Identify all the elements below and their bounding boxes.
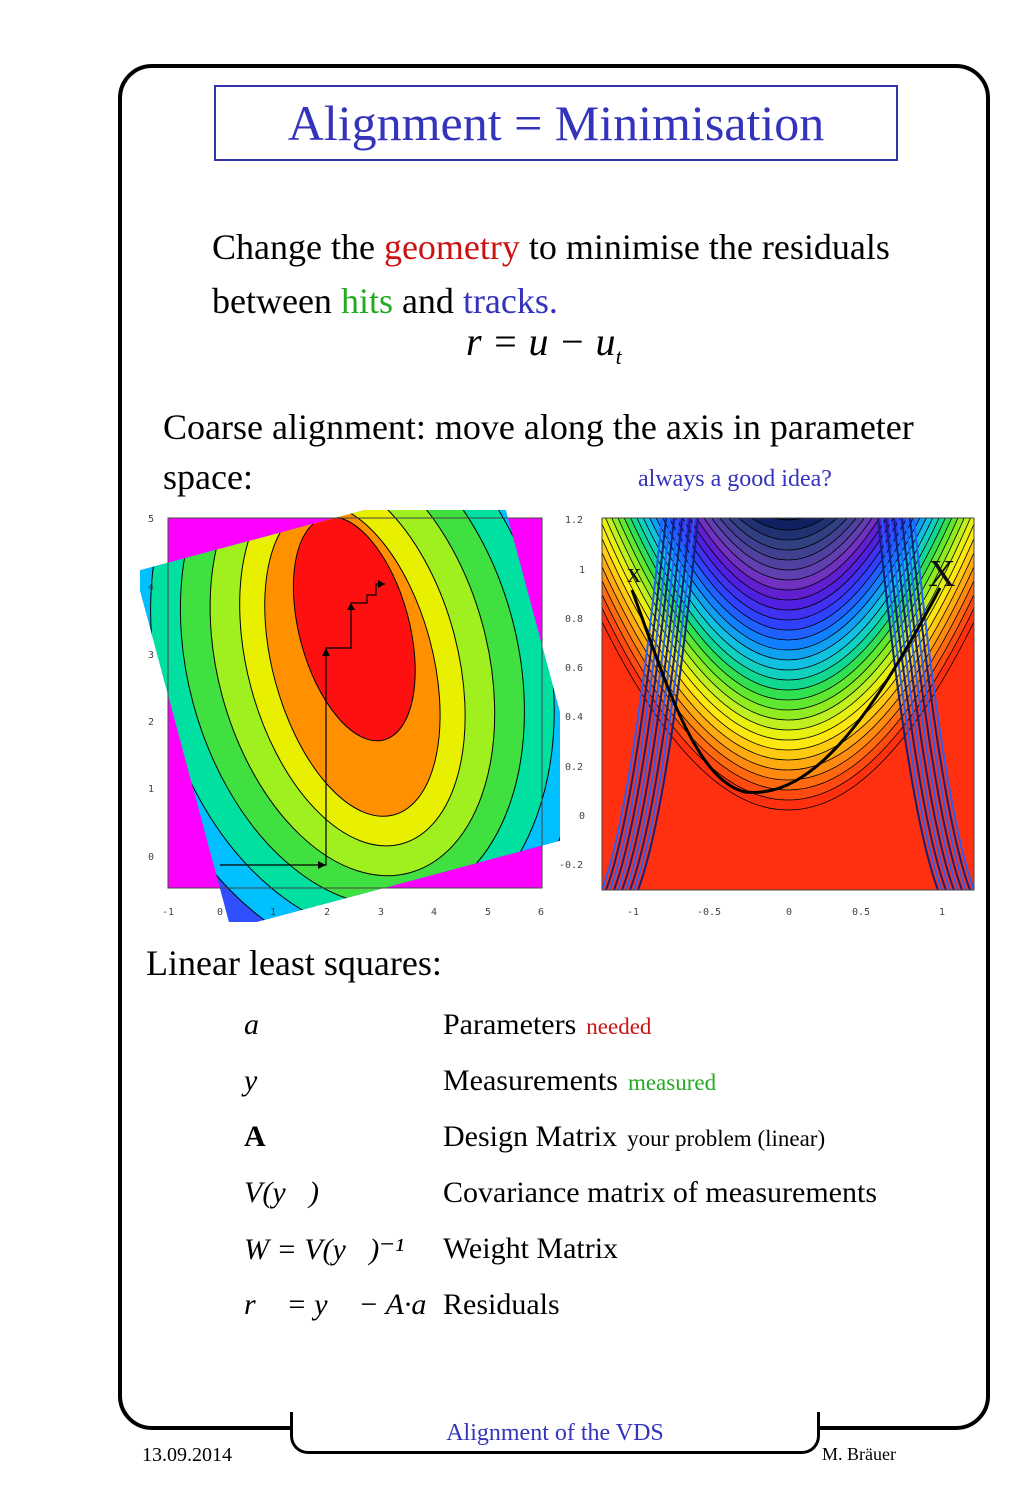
row-symbol: r⃗ = y⃗ − A·a⃗ [244, 1288, 450, 1321]
tick-label: 0.6 [565, 663, 584, 674]
tick-label: 0.2 [565, 762, 584, 773]
equation-main: r = u − u [466, 319, 616, 364]
tick-label: 1.2 [565, 515, 584, 526]
definition-row [0, 1064, 1024, 1114]
left-y-axis [148, 514, 154, 863]
row-note: your problem (linear) [627, 1126, 826, 1151]
footer-author: M. Bräuer [822, 1444, 896, 1464]
definition-row [0, 1288, 1024, 1338]
left-contour-plot [140, 510, 560, 922]
footer-date: 13.09.2014 [142, 1444, 232, 1466]
tick-label: -1 [162, 907, 175, 918]
definition-row [0, 1008, 1024, 1058]
tick-label: 2 [148, 717, 155, 728]
residual-equation [466, 318, 622, 370]
footer-label: Alignment of the VDS [446, 1420, 664, 1446]
tick-label: 0 [148, 852, 155, 863]
word-tracks: tracks. [462, 281, 558, 321]
tick-label: 3 [378, 907, 385, 918]
tick-label: 3 [148, 650, 155, 661]
row-description: Covariance matrix of measurements [443, 1176, 878, 1209]
intro-part-2: to minimise the residuals between [212, 227, 890, 321]
coarse-alignment-text: Coarse alignment: move along the axis in parameter space: [163, 407, 914, 497]
definition-row [0, 1232, 1024, 1282]
right-y-axis [559, 515, 585, 871]
row-symbol: A [244, 1120, 266, 1153]
tick-label: 1 [579, 565, 586, 576]
row-note: needed [586, 1014, 652, 1039]
definition-row [0, 1120, 1024, 1170]
tick-label: 1 [148, 784, 155, 795]
start-marker: x [627, 558, 641, 589]
tick-label: 5 [485, 907, 492, 918]
intro-text [212, 220, 912, 328]
intro-part-3: and [392, 281, 463, 321]
tick-label: 1 [939, 907, 946, 918]
row-description: Measurements [443, 1064, 618, 1097]
tick-label: 0 [786, 907, 793, 918]
row-description: Parameters [443, 1008, 577, 1041]
tick-label: 4 [148, 582, 155, 593]
tick-label: 4 [431, 907, 438, 918]
tick-label: 0.5 [852, 907, 871, 918]
row-note: measured [627, 1070, 717, 1095]
title-box [214, 85, 898, 161]
right-x-axis [627, 907, 945, 918]
row-description: Design Matrix [443, 1120, 618, 1153]
word-geometry: geometry [383, 227, 520, 267]
tick-label: 6 [538, 907, 545, 918]
definition-row [0, 1176, 1024, 1226]
row-description: Residuals [443, 1288, 560, 1321]
slide-title: Alignment = Minimisation [287, 95, 825, 151]
left-x-axis [162, 907, 544, 918]
tick-label: -1 [627, 907, 640, 918]
tick-label: 2 [324, 907, 331, 918]
row-symbol: a⃗ [244, 1008, 283, 1041]
equation-subscript: t [615, 344, 622, 369]
right-contour-plot [555, 510, 995, 922]
question-text: always a good idea? [638, 466, 832, 492]
row-symbol: V(y⃗) [244, 1176, 319, 1209]
tick-label: 0 [579, 811, 586, 822]
tick-label: 0.8 [565, 614, 584, 625]
tick-label: -0.5 [697, 907, 722, 918]
word-hits: hits [340, 281, 393, 321]
row-description: Weight Matrix [443, 1232, 619, 1265]
end-marker: X [928, 553, 956, 595]
tick-label: -0.2 [559, 860, 584, 871]
tick-label: 1 [270, 907, 277, 918]
lls-heading: Linear least squares: [146, 943, 442, 983]
intro-part-1: Change the [212, 227, 384, 267]
row-symbol: y⃗ [244, 1064, 281, 1097]
tick-label: 0.4 [565, 712, 584, 723]
tick-label: 5 [148, 514, 155, 525]
tick-label: 0 [217, 907, 224, 918]
row-symbol: W = V(y⃗)⁻¹ [244, 1233, 405, 1266]
